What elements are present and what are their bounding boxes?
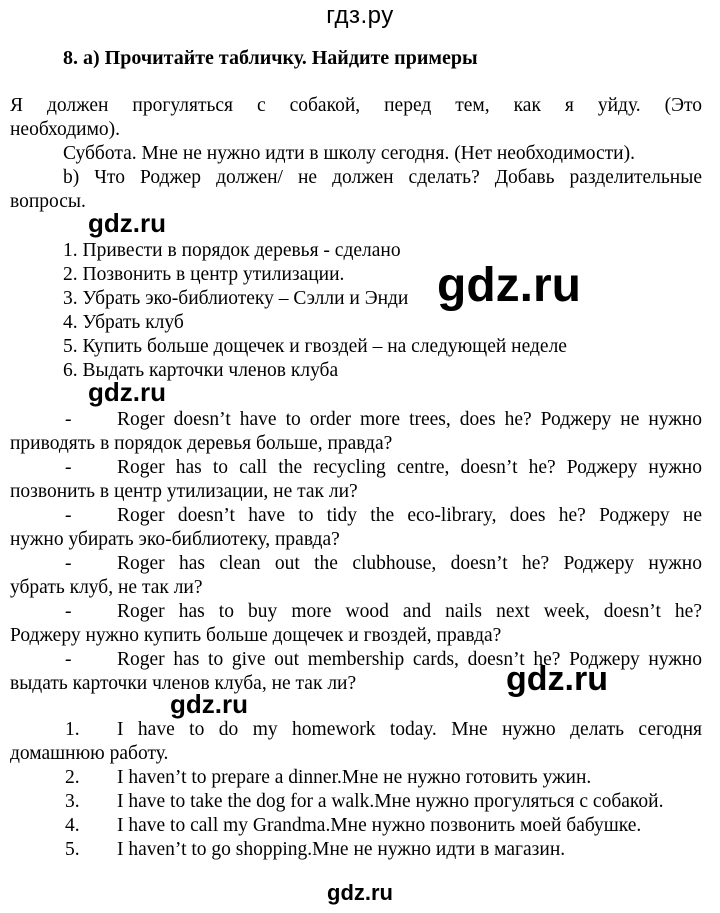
item-number: 2.	[65, 767, 80, 788]
dash-item-continuation: Роджеру нужно купить больше дощечек и гвоздей, правда?	[10, 625, 502, 646]
list-item: 6. Выдать карточки членов клуба	[63, 360, 339, 381]
dash-item-text: Roger has to buy more wood and nails next week, doesn’t he?	[117, 601, 702, 622]
site-footer-logo: gdz.ru	[327, 880, 393, 905]
numbered-item-text: I haven’t to prepare a dinner.Мне не нужно готовить ужин.	[117, 767, 592, 788]
dash-item-text: Roger has to call the recycling centre, doesn’t he? Роджеру нужно	[117, 457, 702, 478]
site-header-title: гдз.ру	[326, 2, 394, 29]
dash-item-continuation: нужно убирать эко-библиотеку, правда?	[10, 529, 340, 550]
dash-item-text: Roger has clean out the clubhouse, doesn’t he? Роджеру нужно	[117, 553, 702, 574]
list-item: 5. Купить больше дощечек и гвоздей – на следующей неделе	[63, 336, 567, 357]
dash-item-continuation: выдать карточки членов клуба, не так ли?	[10, 673, 357, 694]
task-title: 8. a) Прочитайте табличку. Найдите примеры	[63, 47, 478, 69]
watermark-logo: gdz.ru	[170, 689, 248, 719]
dash-marker: -	[65, 505, 72, 526]
dash-item-text: Roger doesn’t have to tidy the eco-library, does he? Роджеру не	[117, 505, 702, 526]
watermark-logo: gdz.ru	[88, 208, 166, 238]
numbered-item-continuation: домашнюю работу.	[10, 743, 169, 764]
item-number: 3.	[65, 791, 80, 812]
dash-marker: -	[65, 601, 72, 622]
dash-item-text: Roger has to give out membership cards, doesn’t he? Роджеру нужно	[117, 649, 702, 670]
numbered-item-text: I have to call my Grandma.Мне нужно позвонить моей бабушке.	[117, 815, 642, 836]
numbered-item-text: I have to do my homework today. Мне нужно делать сегодня	[117, 719, 702, 740]
list-item: 1. Привести в порядок деревья - сделано	[63, 240, 401, 261]
dash-marker: -	[65, 553, 72, 574]
intro-line-3: Суббота. Мне не нужно идти в школу сегодня. (Нет необходимости).	[63, 143, 635, 164]
dash-marker: -	[65, 409, 72, 430]
dash-marker: -	[65, 457, 72, 478]
dash-item-text: Roger doesn’t have to order more trees, does he? Роджеру не нужно	[117, 409, 702, 430]
numbered-item-text: I haven’t to go shopping.Мне не нужно идти в магазин.	[117, 839, 566, 860]
item-number: 1.	[65, 719, 80, 740]
intro-line-5: вопросы.	[10, 191, 86, 212]
watermark-logo: gdz.ru	[506, 660, 608, 698]
intro-line-4: b) Что Роджер должен/ не должен сделать? Добавь разделительные	[63, 167, 702, 188]
watermark-logo: gdz.ru	[437, 259, 581, 312]
dash-marker: -	[65, 649, 72, 670]
intro-line-2: необходимо).	[10, 119, 121, 140]
intro-line-1: Я должен прогуляться с собакой, перед тем, как я уйду. (Это	[10, 95, 702, 116]
dash-item-continuation: приводять в порядок деревья больше, правда?	[10, 433, 393, 454]
list-item: 3. Убрать эко-библиотеку – Сэлли и Энди	[63, 288, 409, 309]
item-number: 4.	[65, 815, 80, 836]
dash-item-continuation: позвонить в центр утилизации, не так ли?	[10, 481, 358, 502]
watermark-logo: gdz.ru	[88, 377, 166, 407]
dash-item-continuation: убрать клуб, не так ли?	[10, 577, 203, 598]
list-item: 4. Убрать клуб	[63, 312, 184, 333]
numbered-item-text: I have to take the dog for a walk.Мне нужно прогуляться с собакой.	[117, 791, 664, 812]
list-item: 2. Позвонить в центр утилизации.	[63, 264, 345, 285]
item-number: 5.	[65, 839, 80, 860]
